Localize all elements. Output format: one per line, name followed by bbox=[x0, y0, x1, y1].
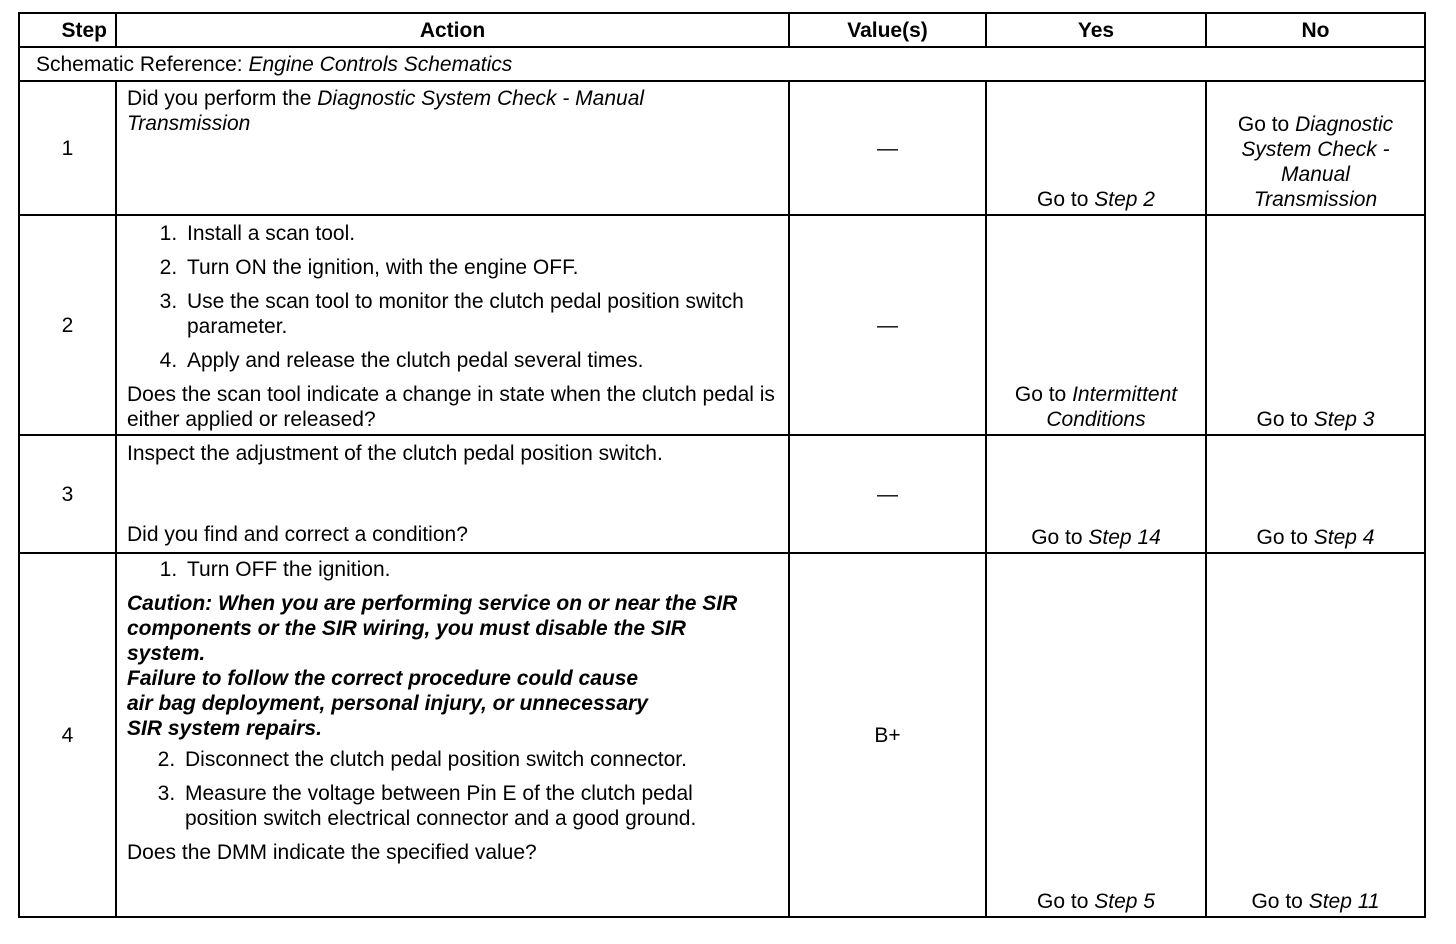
list-item: 3. Use the scan tool to monitor the clutch pedal position switch parameter. bbox=[183, 289, 778, 339]
table-row bbox=[19, 553, 1425, 917]
caution-block bbox=[127, 591, 768, 741]
question-text: Does the DMM indicate the specified value? bbox=[127, 841, 537, 864]
no-cell bbox=[1206, 553, 1425, 917]
caution-warning: Failure to follow the correct procedure could cause air bag deployment, personal injury, or unnecessary SIR system repairs. bbox=[127, 667, 648, 740]
list-item: 2. Turn ON the ignition, with the engine OFF. bbox=[183, 255, 778, 280]
step-number: 4 bbox=[19, 553, 116, 917]
header-no: No bbox=[1206, 13, 1425, 47]
no-link[interactable]: Step 11 bbox=[1308, 890, 1380, 913]
step-list bbox=[127, 557, 768, 582]
value-cell: — bbox=[789, 215, 986, 435]
action-cell bbox=[116, 435, 789, 553]
step-number: 3 bbox=[19, 435, 116, 553]
no-prefix: Go to bbox=[1251, 890, 1303, 913]
value-cell: B+ bbox=[789, 553, 986, 917]
list-item: 4. Apply and release the clutch pedal several times. bbox=[183, 348, 778, 373]
step-list bbox=[127, 221, 778, 373]
no-link[interactable]: Step 4 bbox=[1313, 526, 1375, 549]
yes-cell bbox=[986, 553, 1206, 917]
yes-prefix: Go to bbox=[1037, 890, 1089, 913]
diagnostic-page bbox=[18, 12, 1424, 918]
question-text: Did you find and correct a condition? bbox=[127, 523, 468, 546]
yes-prefix: Go to bbox=[1037, 188, 1089, 211]
yes-link[interactable]: Intermittent Conditions bbox=[1046, 383, 1178, 431]
list-item: 1. Install a scan tool. bbox=[183, 221, 778, 246]
question-text: Did you perform the bbox=[127, 87, 312, 110]
list-item: 2. Disconnect the clutch pedal position switch connector. bbox=[181, 747, 748, 772]
table-row bbox=[19, 81, 1425, 215]
table-row bbox=[19, 435, 1425, 553]
action-cell bbox=[116, 81, 789, 215]
value-cell: — bbox=[789, 81, 986, 215]
yes-prefix: Go to bbox=[1031, 526, 1083, 549]
schematic-reference-link[interactable]: Engine Controls Schematics bbox=[248, 52, 513, 76]
header-values: Value(s) bbox=[789, 13, 986, 47]
list-item: 3. Measure the voltage between Pin E of the clutch pedal position switch electrical connector and a good ground. bbox=[181, 781, 748, 831]
no-prefix: Go to bbox=[1256, 526, 1308, 549]
list-item: 1. Turn OFF the ignition. bbox=[183, 557, 768, 582]
no-cell bbox=[1206, 215, 1425, 435]
action-cell bbox=[116, 553, 789, 917]
diagnostic-table bbox=[18, 12, 1426, 918]
yes-link[interactable]: Step 5 bbox=[1094, 890, 1155, 913]
step-list bbox=[127, 747, 768, 831]
step-number: 2 bbox=[19, 215, 116, 435]
yes-cell bbox=[986, 215, 1206, 435]
table-row bbox=[19, 215, 1425, 435]
schematic-reference-label: Schematic Reference: bbox=[36, 52, 243, 76]
question-link[interactable]: Diagnostic System Check - Manual Transmission bbox=[127, 87, 645, 135]
yes-prefix: Go to bbox=[1014, 383, 1067, 406]
caution-text: Caution: When you are performing service on or near the SIR components or the SIR wiring, you must disable the SIR system. bbox=[127, 592, 738, 665]
value-cell: — bbox=[789, 435, 986, 553]
no-prefix: Go to bbox=[1237, 113, 1290, 136]
yes-link[interactable]: Step 14 bbox=[1088, 526, 1161, 549]
yes-link[interactable]: Step 2 bbox=[1094, 188, 1155, 211]
schematic-reference bbox=[19, 47, 1425, 81]
header-row bbox=[19, 13, 1425, 47]
instruction-text: Inspect the adjustment of the clutch pedal position switch. bbox=[127, 442, 663, 465]
header-step: Step bbox=[19, 13, 116, 47]
step-number: 1 bbox=[19, 81, 116, 215]
header-yes: Yes bbox=[986, 13, 1206, 47]
no-prefix: Go to bbox=[1256, 408, 1308, 431]
question-text: Does the scan tool indicate a change in state when the clutch pedal is either applied or released? bbox=[127, 383, 775, 431]
yes-cell bbox=[986, 435, 1206, 553]
no-link[interactable]: Diagnostic System Check - Manual Transmission bbox=[1241, 113, 1394, 211]
action-cell bbox=[116, 215, 789, 435]
schematic-reference-row bbox=[19, 47, 1425, 81]
no-link[interactable]: Step 3 bbox=[1313, 408, 1375, 431]
yes-cell bbox=[986, 81, 1206, 215]
no-cell bbox=[1206, 435, 1425, 553]
header-action: Action bbox=[116, 13, 789, 47]
no-cell bbox=[1206, 81, 1425, 215]
